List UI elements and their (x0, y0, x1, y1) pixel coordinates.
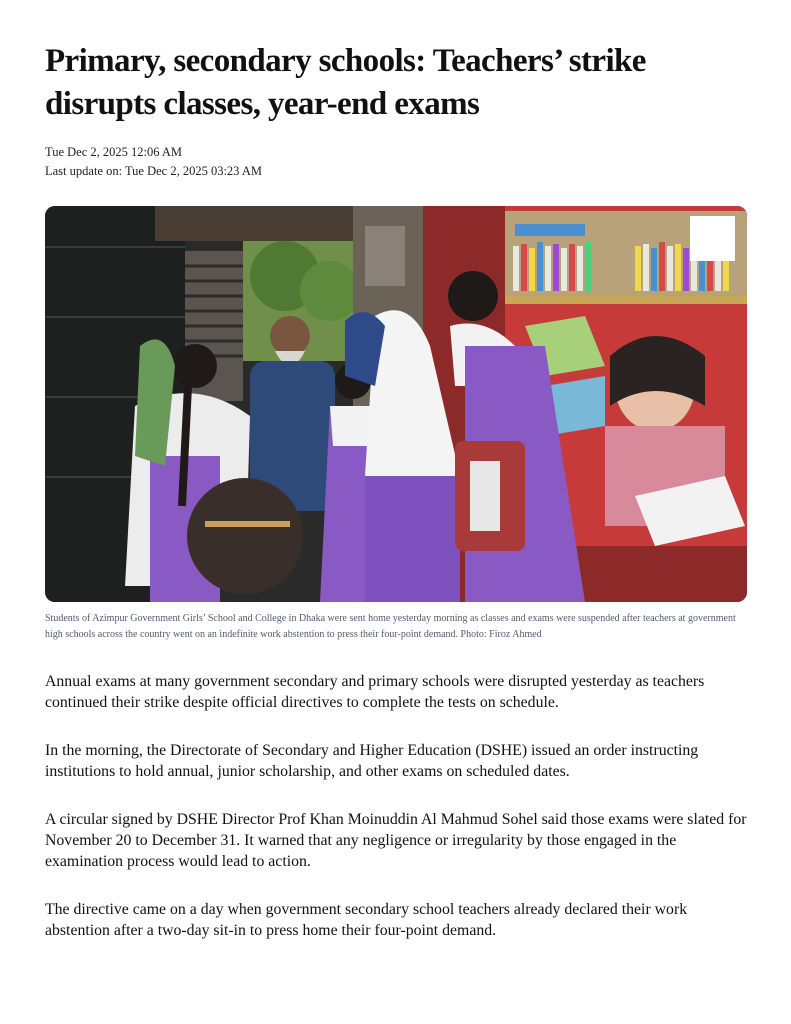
published-date: Tue Dec 2, 2025 12:06 AM (45, 145, 183, 159)
article-body (45, 671, 750, 941)
last-update-date: Last update on: Tue Dec 2, 2025 03:23 AM (45, 164, 263, 178)
article-meta (45, 143, 750, 181)
article-headline: Primary, secondary schools: Teachers’ strike disrupts classes, year-end exams (45, 43, 646, 122)
article-photo (45, 206, 747, 602)
article-paragraph: Annual exams at many government secondary and primary schools were disrupted yesterday as teachers continued their strike despite official directives to complete the tests on schedule. (45, 673, 705, 711)
photo-caption: Students of Azimpur Government Girls’ School and College in Dhaka were sent home yesterday morning as classes and exams were suspended after teachers at government high schools across the country went on an indefinite work abstention to press their four-point demand. Photo: Firoz Ahmed (45, 613, 736, 640)
article-paragraph: A circular signed by DSHE Director Prof Khan Moinuddin Al Mahmud Sohel said those exams were slated for November 20 to December 31. It warned that any negligence or irregularity by those engaged in the examination process would lead to action. (45, 811, 747, 870)
article-page (45, 40, 750, 968)
article-paragraph: In the morning, the Directorate of Secondary and Higher Education (DSHE) issued an order instructing institutions to hold annual, junior scholarship, and other exams on scheduled dates. (45, 742, 699, 780)
article-paragraph: The directive came on a day when government secondary school teachers already declared their work abstention after a two-day sit-in to press home their four-point demand. (45, 901, 688, 939)
